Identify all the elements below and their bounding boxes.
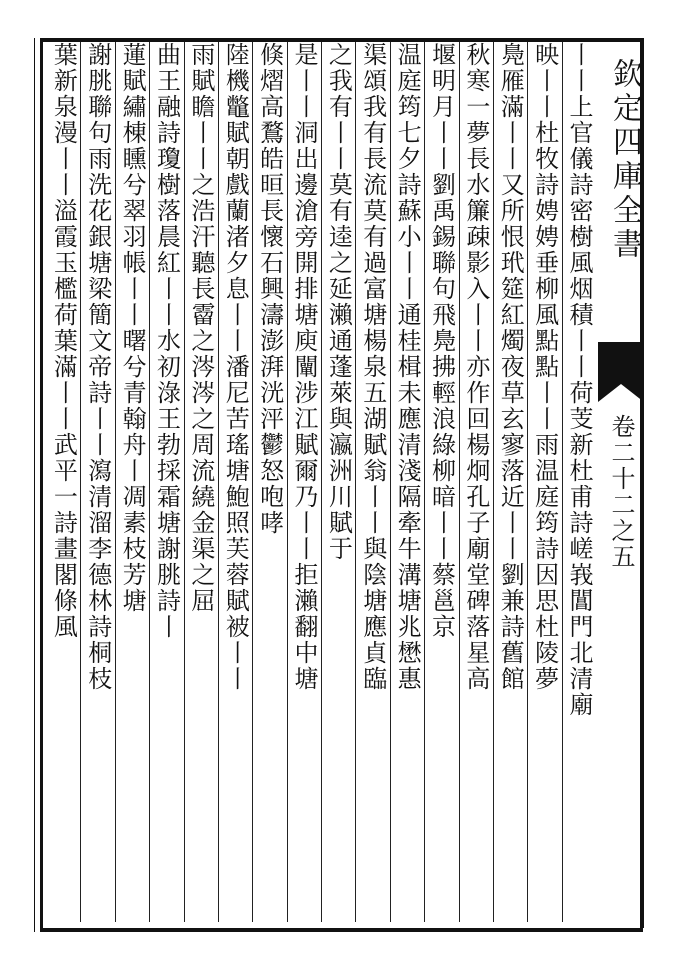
text-column: 温庭筠七夕詩蘇小丨丨通桂楫未應清淺隔牽牛溝塘兆懋惠 bbox=[393, 42, 422, 692]
column-rule bbox=[493, 42, 494, 922]
column-rule bbox=[184, 42, 185, 922]
text-column: 秋寒一夢長水簾疎影入丨丨亦作回楊炯孔子廟堂碑落星高 bbox=[461, 42, 490, 692]
text-column: 蓮賦繡棟矄兮翠羽帳丨丨曙兮青翰舟丨凋素枝芳塘 bbox=[118, 42, 147, 614]
text-column: 雨賦瞻丨丨之浩汗聽長霤之涔涔之周流繞金渠之屈 bbox=[186, 42, 215, 614]
column-rule bbox=[80, 42, 81, 922]
column-rule bbox=[390, 42, 391, 922]
column-rule bbox=[562, 42, 563, 922]
text-column: 謝朓聯句雨洗花銀塘梁簡文帝詩丨丨瀉清溜李德林詩桐枝 bbox=[83, 42, 112, 692]
text-column: 倏熠高鶩皓晅長懷石興濤澎湃洸泙鬱怒咆哮 bbox=[255, 42, 284, 536]
margin-strip bbox=[598, 42, 644, 922]
text-column: 曲王融詩瓊樹落晨紅丨丨水初淥王勃採霜塘謝朓詩丨 bbox=[152, 42, 181, 640]
column-rule bbox=[218, 42, 219, 922]
volume-label: 卷二十二之五 bbox=[607, 414, 635, 570]
text-column: 之我有丨丨莫有逵之延瀨通蓬萊與瀛洲川賦于 bbox=[324, 42, 353, 562]
text-column: 葉新泉漫丨丨溢霞玉檻荷葉滿丨丨武平一詩畫閣條風 bbox=[49, 42, 78, 640]
column-rule bbox=[424, 42, 425, 922]
text-column: 丨丨上官儀詩密樹風烟積丨丨荷芰新杜甫詩嵯峩閶門北清廟 bbox=[565, 42, 593, 718]
column-rule bbox=[355, 42, 356, 922]
column-rule bbox=[149, 42, 150, 922]
column-rule bbox=[115, 42, 116, 922]
book-title: 欽定四庫全書 bbox=[607, 58, 642, 262]
text-column: 堰明月丨丨劉禹錫聯句飛鳧拂輕浪綠柳暗丨丨蔡邕京 bbox=[427, 42, 456, 640]
column-rule bbox=[321, 42, 322, 922]
text-column: 是丨丨洞出邊滄旁開排塘庾闡涉江賦爾乃丨丨拒瀨翻中塘 bbox=[290, 42, 318, 692]
column-rule bbox=[459, 42, 460, 922]
fish-tail-mark bbox=[598, 342, 644, 402]
text-column: 鳧雁滿丨丨又所恨玳筵紅燭夜草玄寥落近丨丨劉兼詩舊館 bbox=[496, 42, 525, 692]
column-rule bbox=[527, 42, 528, 922]
text-column: 映丨丨杜牧詩娉娉垂柳風點點丨丨雨温庭筠詩因思杜陵夢 bbox=[530, 42, 559, 692]
column-rule bbox=[252, 42, 253, 922]
text-column: 陸機鼈賦朝戲蘭渚夕息丨丨潘尼苦瑤塘鮑照芙蓉賦被丨丨 bbox=[221, 42, 250, 692]
column-rule bbox=[287, 42, 288, 922]
text-column: 渠頌我有長流莫有過富塘楊泉五湖賦翁丨丨與陰塘應貞臨 bbox=[358, 42, 387, 692]
